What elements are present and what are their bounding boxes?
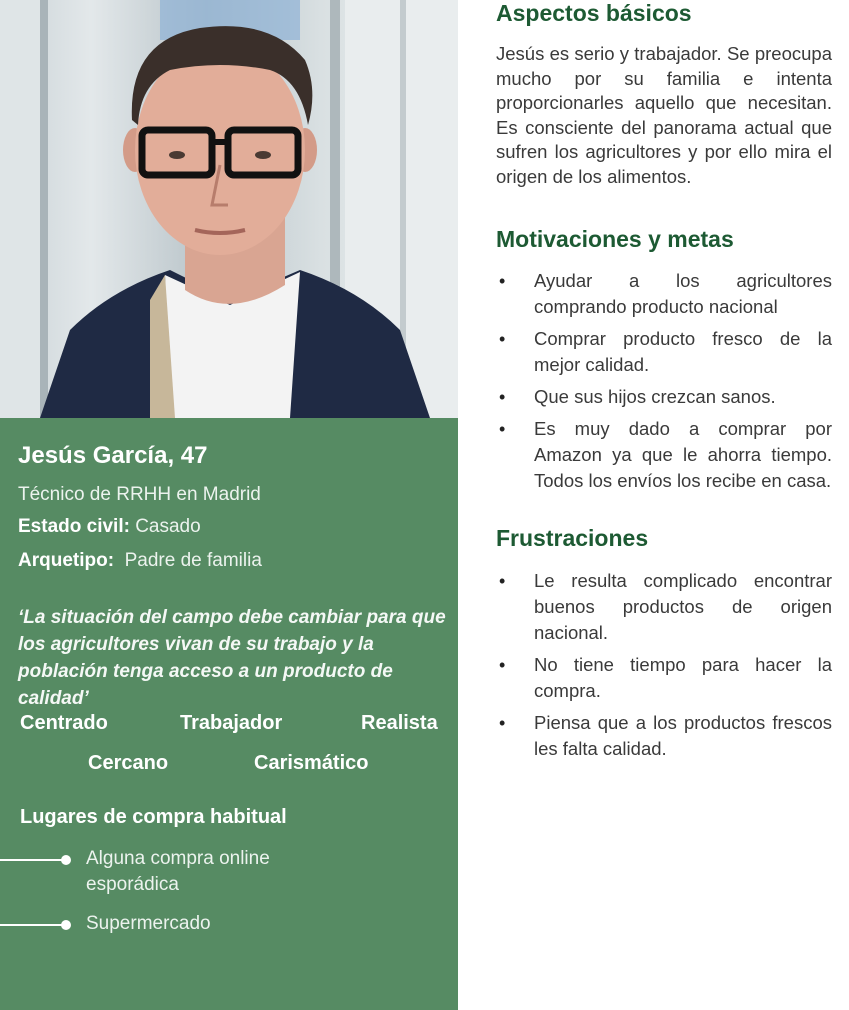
bullet-icon: •: [499, 419, 506, 439]
list-item-text: No tiene tiempo para hacer la compra.: [534, 654, 832, 701]
archetype-value: Padre de familia: [124, 550, 262, 571]
list-item: [496, 416, 832, 494]
trait-tag: Carismático: [254, 752, 369, 774]
list-item: [496, 710, 832, 762]
place-item: [0, 911, 420, 941]
list-item: [496, 384, 832, 410]
persona-photo: [0, 0, 458, 418]
persona-job: Técnico de RRHH en Madrid: [18, 484, 261, 505]
list-item: [496, 326, 832, 378]
list-item-text: Piensa que a los productos frescos les falta calidad.: [534, 712, 832, 759]
list-item: [496, 568, 832, 646]
persona-archetype: [18, 550, 262, 572]
persona-name: Jesús García, 47: [18, 442, 208, 469]
list-item-text: Que sus hijos crezcan sanos.: [534, 386, 776, 407]
place-dot-icon: [61, 920, 71, 930]
list-item-text: Le resulta complicado encontrar buenos productos de origen nacional.: [534, 570, 832, 643]
civil-value: Casado: [135, 516, 201, 537]
place-line: [0, 924, 66, 926]
places-title: Lugares de compra habitual: [20, 806, 287, 828]
list-item-text: Comprar producto fresco de la mejor calidad.: [534, 328, 832, 375]
persona-card: [0, 418, 458, 1010]
list-item: [496, 268, 832, 320]
bullet-icon: •: [499, 655, 506, 675]
place-line: [0, 859, 66, 861]
list-item-text: Es muy dado a comprar por Amazon ya que le ahorra tiempo. Todos los envíos los recibe en casa.: [534, 418, 832, 491]
frustrations-heading: Frustraciones: [496, 525, 649, 551]
list-item: [496, 652, 832, 704]
archetype-label: Arquetipo:: [18, 550, 115, 571]
motivations-list: [496, 268, 832, 500]
trait-tag: Cercano: [88, 752, 169, 774]
basics-text: Jesús es serio y trabajador. Se preocupa mucho por su familia e intenta proporcionarles aquello que necesitan. Es consciente del panorama actual que sufren los agricultores y por ello mira el origen de los alimentos.: [496, 43, 832, 187]
man-portrait-illustration: [0, 0, 458, 418]
trait-tag: Realista: [361, 712, 438, 734]
list-item-text: Ayudar a los agricultores comprando producto nacional: [534, 270, 832, 317]
frustrations-list: [496, 568, 832, 768]
bullet-icon: •: [499, 387, 506, 407]
trait-tag: Centrado: [20, 712, 108, 734]
place-label: Supermercado: [86, 913, 211, 934]
place-label: Alguna compra online esporádica: [86, 848, 270, 895]
civil-label: Estado civil:: [18, 516, 130, 537]
persona-quote: ‘La situación del campo debe cambiar para que los agricultores vivan de su trabajo y la población tenga acceso a un producto de calidad’: [18, 607, 446, 709]
bullet-icon: •: [499, 713, 506, 733]
persona-civil-status: [18, 516, 201, 538]
basics-heading: Aspectos básicos: [496, 0, 692, 26]
bullet-icon: •: [499, 571, 506, 591]
place-dot-icon: [61, 855, 71, 865]
bullet-icon: •: [499, 271, 506, 291]
place-item: [0, 846, 420, 906]
trait-tag: Trabajador: [180, 712, 283, 734]
motivations-heading: Motivaciones y metas: [496, 226, 734, 252]
bullet-icon: •: [499, 329, 506, 349]
